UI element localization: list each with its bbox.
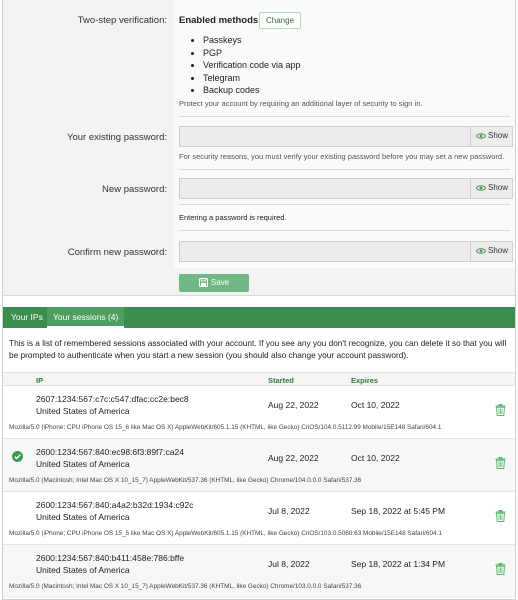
show-label: Show <box>487 246 508 255</box>
column-started: Started <box>268 376 294 385</box>
confirm-password-input[interactable] <box>179 241 513 262</box>
existing-password-help: For security reasons, you must verify your existing password before you may set a new password. <box>179 152 505 161</box>
field-separator <box>470 179 471 198</box>
trash-icon[interactable] <box>495 510 506 522</box>
methods-list <box>191 34 301 97</box>
session-row-current <box>3 439 515 492</box>
session-country: United States of America <box>36 565 130 575</box>
session-country: United States of America <box>36 459 130 469</box>
save-label: Save <box>210 278 230 287</box>
session-ip: 2600:1234:567:840:a4a2:b32d:1934:c92c <box>36 500 194 510</box>
column-ip: IP <box>36 376 44 385</box>
current-session-check-icon <box>12 451 23 462</box>
confirm-password-label: Confirm new password: <box>67 247 167 258</box>
sessions-tab-bar <box>3 307 515 328</box>
account-preferences-frame <box>2 0 516 600</box>
eye-icon <box>476 132 486 140</box>
method-item: • Passkeys <box>203 34 301 47</box>
session-expires: Oct 10, 2022 <box>351 400 400 410</box>
column-expires: Expires <box>351 376 379 385</box>
session-started: Jul 8, 2022 <box>268 559 310 569</box>
sessions-intro: This is a list of remembered sessions associated with your account. If you see any you don't recognize, you can delete it so that you will be prompted to authenticate when you start a new session (you should also change your account password). <box>9 338 507 360</box>
new-password-input[interactable] <box>179 178 513 199</box>
save-icon <box>199 278 208 287</box>
existing-password-input[interactable] <box>179 126 513 147</box>
change-methods-button[interactable]: Change <box>259 12 301 29</box>
show-label: Show <box>487 131 508 140</box>
method-item: • Backup codes <box>203 84 301 97</box>
session-user-agent: Mozilla/5.0 (Macintosh; Intel Mac OS X 10_15_7) AppleWebKit/537.36 (KHTML, like Gecko) Chrome/104.0.0.0 Safari/537.36 <box>9 477 362 484</box>
existing-password-show-toggle[interactable] <box>476 131 508 140</box>
divider <box>179 230 510 231</box>
session-started: Aug 22, 2022 <box>268 453 319 463</box>
trash-icon[interactable] <box>495 563 506 575</box>
field-separator <box>470 242 471 261</box>
eye-icon <box>476 184 486 192</box>
method-item: • Telegram <box>203 72 301 85</box>
session-row <box>3 492 515 545</box>
session-started: Aug 22, 2022 <box>268 400 319 410</box>
trash-icon[interactable] <box>495 457 506 469</box>
method-item: • Verification code via app <box>203 59 301 72</box>
session-expires: Oct 10, 2022 <box>351 453 400 463</box>
new-password-help: Entering a password is required. <box>179 213 287 222</box>
two-step-help: Protect your account by requiring an additional layer of security to sign in. <box>179 99 423 108</box>
eye-icon <box>476 247 486 255</box>
session-expires: Sep 18, 2022 at 1:34 PM <box>351 559 446 569</box>
new-password-show-toggle[interactable] <box>476 183 508 192</box>
two-step-label: Two-step verification: <box>77 15 167 26</box>
session-ip: 2607:1234:567:c7c:c547:dfac:cc2e:bec8 <box>36 394 189 404</box>
existing-password-label: Your existing password: <box>67 132 167 143</box>
password-settings-section <box>3 0 515 296</box>
divider <box>179 169 510 170</box>
field-separator <box>470 127 471 146</box>
session-ip: 2600:1234:567:840:b411:458e:786:bffe <box>36 553 185 563</box>
method-item: • PGP <box>203 47 301 60</box>
session-country: United States of America <box>36 406 130 416</box>
enabled-methods-title: Enabled methods <box>179 15 259 26</box>
tab-your-ips[interactable]: Your IPs <box>11 312 43 322</box>
session-user-agent: Mozilla/5.0 (iPhone; CPU iPhone OS 15_5 like Mac OS X) AppleWebKit/605.1.15 (KHTML, like Gecko) CriOS/103.0.5060.63 Mobile/15E148 Safari/604.1 <box>9 530 442 537</box>
session-row <box>3 386 515 439</box>
session-ip: 2600:1234:567:840:ec98:6f3:89f7:ca24 <box>36 447 184 457</box>
session-row <box>3 545 515 598</box>
confirm-password-show-toggle[interactable] <box>476 246 508 255</box>
new-password-label: New password: <box>102 184 167 195</box>
session-user-agent: Mozilla/5.0 (Macintosh; Intel Mac OS X 10_15_7) AppleWebKit/537.36 (KHTML, like Gecko) Chrome/103.0.0.0 Safari/537.36 <box>9 583 362 590</box>
trash-icon[interactable] <box>495 404 506 416</box>
session-user-agent: Mozilla/5.0 (iPhone; CPU iPhone OS 15_6 like Mac OS X) AppleWebKit/605.1.15 (KHTML, like Gecko) CriOS/104.0.5112.99 Mobile/15E148 Safari/604.1 <box>9 424 442 431</box>
session-expires: Sep 18, 2022 at 5:45 PM <box>351 506 446 516</box>
save-button[interactable] <box>179 274 249 292</box>
sessions-table-header <box>3 372 515 386</box>
tab-your-sessions[interactable]: Your sessions (4) <box>47 307 124 328</box>
session-started: Jul 8, 2022 <box>268 506 310 516</box>
divider <box>179 116 510 117</box>
divider <box>179 204 510 205</box>
session-country: United States of America <box>36 512 130 522</box>
show-label: Show <box>487 183 508 192</box>
